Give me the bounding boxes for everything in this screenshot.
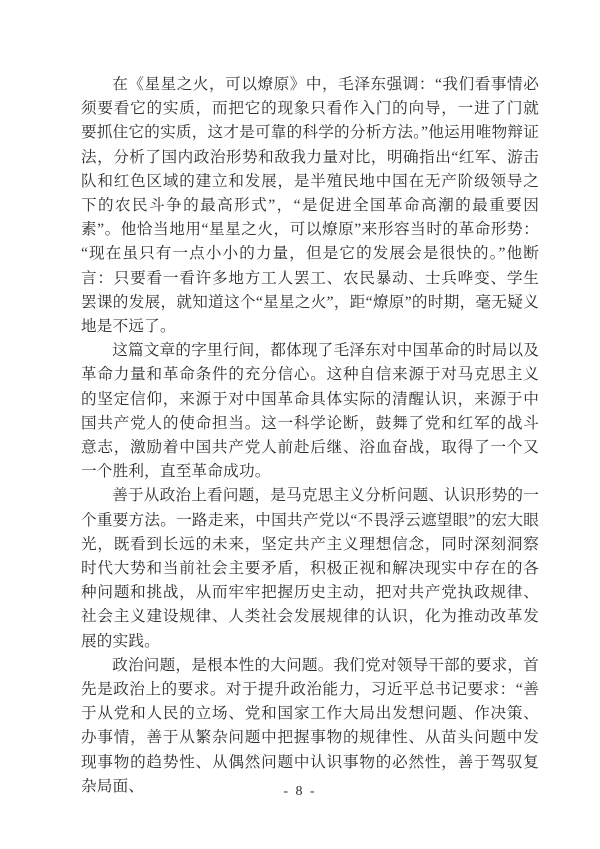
paragraph-4: 政治问题，是根本性的大问题。我们党对领导干部的要求，首先是政治上的要求。对于提升政治能力，习近平总书记要求：“善于从党和人民的立场、党和国家工作大局出发想问题、作决策、办事情，善于从繁杂问题中把握事物的规律性、从苗头问题中发现事物的趋势性、从偶然问题中认识事物的必然性，善于驾驭复杂局面、 (81, 656, 539, 795)
page-footer (0, 782, 600, 800)
paragraph-3: 善于从政治上看问题，是马克思主义分析问题、认识形势的一个重要方法。一路走来，中国共产党以“不畏浮云遮望眼”的宏大眼光，既看到长远的未来，坚定共产主义理想信念，同时深刻洞察时代大势和当前社会主要矛盾，积极正视和解决现实中存在的各种问题和挑战，从而牢牢把握历史主动，把对共产党执政规律、社会主义建设规律、人类社会发展规律的认识，化为推动改革发展的实践。 (81, 487, 539, 650)
paragraph-2: 这篇文章的字里行间，都体现了毛泽东对中国革命的时局以及革命力量和革命条件的充分信心。这种自信来源于对马克思主义的坚定信仰，来源于对中国革命具体实际的清醒认识，来源于中国共产党人的使命担当。这一科学论断，鼓舞了党和红军的战斗意志，激励着中国共产党人前赴后继、浴血奋战，取得了一个又一个胜利，直至革命成功。 (81, 342, 539, 481)
paragraph-1: 在《星星之火，可以燎原》中，毛泽东强调：“我们看事情必须要看它的实质，而把它的现象只看作入门的向导，一进了门就要抓住它的实质，这才是可靠的科学的分析方法。”他运用唯物辩证法，分析了国内政治形势和敌我力量对比，明确指出“红军、游击队和红色区域的建立和发展，是半殖民地中国在无产阶级领导之下的农民斗争的最高形式”，“是促进全国革命高潮的最重要因素”。他恰当地用“星星之火，可以燎原”来形容当时的革命形势：“现在虽只有一点小小的力量，但是它的发展会是很快的。”他断言：只要看一看许多地方工人罢工、农民暴动、士兵哗变、学生罢课的发展，就知道这个“星星之火”，距“燎原”的时期，毫无疑义地是不远了。 (81, 76, 539, 336)
page-number: - 8 - (283, 784, 317, 799)
text-block (81, 73, 539, 799)
